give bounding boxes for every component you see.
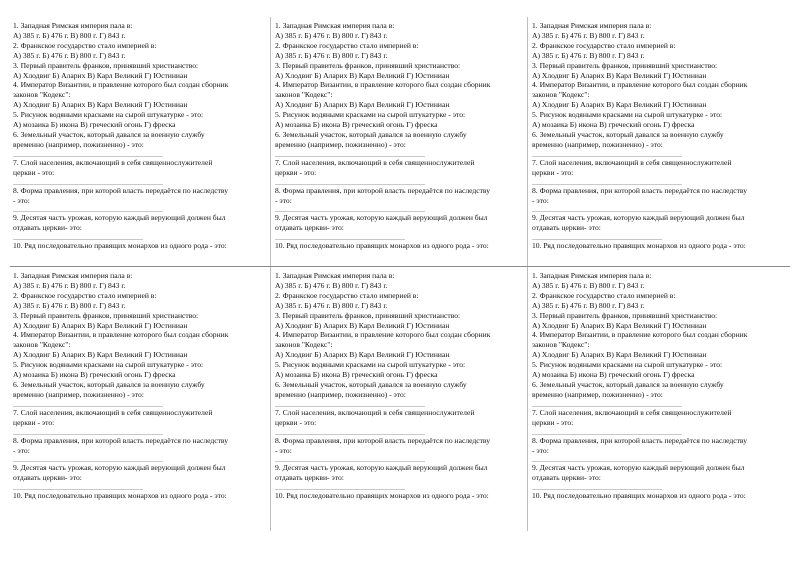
question-4-line-2: законов "Кодекс": [532, 340, 590, 350]
question-5: 5. Рисунок водяными красками на сырой штукатурке - это: [532, 360, 723, 370]
question-5: 5. Рисунок водяными красками на сырой штукатурке - это: [275, 360, 466, 370]
question-4-line-2: законов "Кодекс": [13, 90, 71, 100]
question-4-line-1: 4. Император Византии, в правление которого был создан сборник [13, 80, 229, 90]
question-10: 10. Ряд последовательно правящих монархов из одного рода - это: [275, 491, 489, 501]
question-6-line-1: 6. Земельный участок, который давался за военную службу [13, 129, 205, 139]
question-5: 5. Рисунок водяными красками на сырой штукатурке - это: [13, 360, 204, 370]
question-9-line-1: 9. Десятая часть урожая, которую каждый верующий должен был [13, 213, 226, 223]
question-5: 5. Рисунок водяными красками на сырой штукатурке - это: [13, 110, 204, 120]
question-1: 1. Западная Римская империя пала в: [532, 271, 652, 280]
question-4-options: А) Хлодвиг Б) Аларих В) Карл Великий Г) Юстиниан [275, 100, 450, 110]
question-1: 1. Западная Римская империя пала в: [275, 21, 395, 30]
question-7-line-1: 7. Слой населения, включающий в себя священнослужителей [532, 407, 732, 417]
question-3: 3. Первый правитель франков, принявший христианство: [275, 310, 461, 320]
question-10: 10. Ряд последовательно правящих монархов из одного рода - это: [275, 241, 489, 251]
question-5-options: А) мозаика Б) икона В) греческий огонь Г) фреска [532, 370, 695, 380]
answer-line-7[interactable] [532, 428, 682, 435]
question-4-options: А) Хлодвиг Б) Аларих В) Карл Великий Г) Юстиниан [532, 350, 707, 360]
answer-line-7[interactable] [275, 178, 425, 185]
question-9-line-2: отдавать церкви- это: [275, 473, 344, 483]
answer-line-6[interactable] [13, 150, 163, 157]
question-9-line-2: отдавать церкви- это: [532, 473, 601, 483]
question-8-line-1: 8. Форма правления, при которой власть передаётся по наследству [532, 185, 748, 195]
question-7-line-1: 7. Слой населения, включающий в себя священнослужителей [275, 407, 475, 417]
question-5-options: А) мозаика Б) икона В) греческий огонь Г) фреска [13, 370, 176, 380]
answer-line-6[interactable] [13, 400, 163, 407]
question-5: 5. Рисунок водяными красками на сырой штукатурке - это: [275, 110, 466, 120]
question-2-options: А) 385 г. Б) 476 г. В) 800 г. Г) 843 г. [275, 300, 388, 310]
question-2: 2. Франкское государство стало империей в: [13, 40, 157, 50]
question-1: 1. Западная Римская империя пала в: [275, 271, 395, 280]
question-7-line-2: церкви - это: [275, 167, 317, 177]
quiz-card-bottom-left [13, 271, 261, 501]
answer-line-9[interactable] [532, 233, 662, 240]
question-6-line-1: 6. Земельный участок, который давался за военную службу [532, 129, 724, 139]
question-9-line-1: 9. Десятая часть урожая, которую каждый верующий должен был [275, 213, 488, 223]
answer-line-8[interactable] [532, 205, 682, 212]
question-6-line-2: временно (например, пожизненно) - это: [275, 139, 406, 149]
question-6-line-1: 6. Земельный участок, который давался за военную службу [13, 379, 205, 389]
question-7-line-2: церкви - это: [13, 167, 55, 177]
question-7-line-1: 7. Слой населения, включающий в себя священнослужителей [275, 157, 475, 167]
question-1: 1. Западная Римская империя пала в: [13, 21, 133, 30]
question-4-line-2: законов "Кодекс": [275, 90, 333, 100]
question-8-line-2: - это: [13, 195, 30, 205]
question-9-line-2: отдавать церкви- это: [13, 473, 82, 483]
question-9-line-2: отдавать церкви- это: [275, 223, 344, 233]
question-2: 2. Франкское государство стало империей в: [532, 40, 676, 50]
question-2: 2. Франкское государство стало империей в: [532, 290, 676, 300]
question-3-options: А) Хлодвиг Б) Аларих В) Карл Великий Г) Юстиниан [532, 320, 707, 330]
question-5: 5. Рисунок водяными красками на сырой штукатурке - это: [532, 110, 723, 120]
question-5-options: А) мозаика Б) икона В) греческий огонь Г) фреска [13, 120, 176, 130]
question-1-options: А) 385 г. Б) 476 г. В) 800 г. Г) 843 г. [532, 30, 645, 40]
question-4-line-1: 4. Император Византии, в правление которого был создан сборник [532, 330, 748, 340]
quiz-card-top-left [13, 21, 261, 251]
question-6-line-1: 6. Земельный участок, который давался за военную службу [275, 379, 467, 389]
quiz-card-bottom-middle [275, 271, 523, 501]
question-4-line-1: 4. Император Византии, в правление которого был создан сборник [13, 330, 229, 340]
question-4-line-2: законов "Кодекс": [275, 340, 333, 350]
answer-line-6[interactable] [275, 150, 425, 157]
answer-line-9[interactable] [13, 233, 143, 240]
question-6-line-2: временно (например, пожизненно) - это: [532, 389, 663, 399]
answer-line-8[interactable] [275, 455, 425, 462]
question-8-line-1: 8. Форма правления, при которой власть передаётся по наследству [275, 185, 491, 195]
question-8-line-2: - это: [275, 445, 292, 455]
question-6-line-2: временно (например, пожизненно) - это: [13, 139, 144, 149]
question-3-options: А) Хлодвиг Б) Аларих В) Карл Великий Г) Юстиниан [275, 70, 450, 80]
question-4-line-1: 4. Император Византии, в правление которого был создан сборник [275, 80, 491, 90]
answer-line-8[interactable] [13, 455, 163, 462]
question-7-line-2: церкви - это: [275, 417, 317, 427]
question-3: 3. Первый правитель франков, принявший христианство: [13, 60, 199, 70]
question-6-line-2: временно (например, пожизненно) - это: [275, 389, 406, 399]
column-divider-1 [270, 17, 271, 531]
question-9-line-1: 9. Десятая часть урожая, которую каждый верующий должен был [13, 463, 226, 473]
question-8-line-1: 8. Форма правления, при которой власть передаётся по наследству [13, 435, 229, 445]
question-2-options: А) 385 г. Б) 476 г. В) 800 г. Г) 843 г. [13, 50, 126, 60]
question-2: 2. Франкское государство стало империей в: [13, 290, 157, 300]
question-4-options: А) Хлодвиг Б) Аларих В) Карл Великий Г) Юстиниан [13, 350, 188, 360]
question-10: 10. Ряд последовательно правящих монархов из одного рода - это: [13, 491, 227, 501]
answer-line-7[interactable] [532, 178, 682, 185]
question-5-options: А) мозаика Б) икона В) греческий огонь Г) фреска [275, 120, 438, 130]
quiz-card-bottom-right [532, 271, 780, 501]
question-5-options: А) мозаика Б) икона В) греческий огонь Г) фреска [532, 120, 695, 130]
question-4-line-2: законов "Кодекс": [532, 90, 590, 100]
question-7-line-1: 7. Слой населения, включающий в себя священнослужителей [13, 407, 213, 417]
answer-line-9[interactable] [275, 483, 405, 490]
answer-line-6[interactable] [532, 150, 682, 157]
column-divider-2 [527, 17, 528, 531]
question-8-line-2: - это: [275, 195, 292, 205]
question-6-line-1: 6. Земельный участок, который давался за военную службу [532, 379, 724, 389]
answer-line-9[interactable] [13, 483, 143, 490]
answer-line-9[interactable] [275, 233, 405, 240]
question-3: 3. Первый правитель франков, принявший христианство: [275, 60, 461, 70]
question-3: 3. Первый правитель франков, принявший христианство: [532, 310, 718, 320]
question-2-options: А) 385 г. Б) 476 г. В) 800 г. Г) 843 г. [532, 50, 645, 60]
question-9-line-2: отдавать церкви- это: [532, 223, 601, 233]
question-7-line-2: церкви - это: [532, 167, 574, 177]
question-7-line-1: 7. Слой населения, включающий в себя священнослужителей [13, 157, 213, 167]
question-5-options: А) мозаика Б) икона В) греческий огонь Г) фреска [275, 370, 438, 380]
question-1-options: А) 385 г. Б) 476 г. В) 800 г. Г) 843 г. [275, 280, 388, 290]
question-3-options: А) Хлодвиг Б) Аларих В) Карл Великий Г) Юстиниан [532, 70, 707, 80]
question-9-line-1: 9. Десятая часть урожая, которую каждый верующий должен был [275, 463, 488, 473]
question-8-line-1: 8. Форма правления, при которой власть передаётся по наследству [532, 435, 748, 445]
question-1: 1. Западная Римская империя пала в: [532, 21, 652, 30]
question-4-line-1: 4. Император Византии, в правление которого был создан сборник [532, 80, 748, 90]
answer-line-9[interactable] [532, 483, 662, 490]
question-8-line-2: - это: [13, 445, 30, 455]
question-4-options: А) Хлодвиг Б) Аларих В) Карл Великий Г) Юстиниан [275, 350, 450, 360]
question-2-options: А) 385 г. Б) 476 г. В) 800 г. Г) 843 г. [532, 300, 645, 310]
question-1-options: А) 385 г. Б) 476 г. В) 800 г. Г) 843 г. [275, 30, 388, 40]
question-8-line-2: - это: [532, 195, 549, 205]
question-4-line-1: 4. Император Византии, в правление которого был создан сборник [275, 330, 491, 340]
question-6-line-2: временно (например, пожизненно) - это: [532, 139, 663, 149]
answer-line-6[interactable] [275, 400, 425, 407]
question-4-line-2: законов "Кодекс": [13, 340, 71, 350]
question-3: 3. Первый правитель франков, принявший христианство: [532, 60, 718, 70]
question-3-options: А) Хлодвиг Б) Аларих В) Карл Великий Г) Юстиниан [13, 320, 188, 330]
question-6-line-1: 6. Земельный участок, который давался за военную службу [275, 129, 467, 139]
answer-line-8[interactable] [13, 205, 163, 212]
question-10: 10. Ряд последовательно правящих монархов из одного рода - это: [13, 241, 227, 251]
row-divider [10, 266, 790, 267]
question-7-line-2: церкви - это: [532, 417, 574, 427]
question-8-line-2: - это: [532, 445, 549, 455]
question-3-options: А) Хлодвиг Б) Аларих В) Карл Великий Г) Юстиниан [13, 70, 188, 80]
question-2: 2. Франкское государство стало империей в: [275, 40, 419, 50]
answer-line-7[interactable] [13, 428, 163, 435]
quiz-card-top-right [532, 21, 780, 251]
question-1: 1. Западная Римская империя пала в: [13, 271, 133, 280]
answer-line-7[interactable] [13, 178, 163, 185]
question-1-options: А) 385 г. Б) 476 г. В) 800 г. Г) 843 г. [532, 280, 645, 290]
question-9-line-1: 9. Десятая часть урожая, которую каждый верующий должен был [532, 213, 745, 223]
question-3: 3. Первый правитель франков, принявший христианство: [13, 310, 199, 320]
question-9-line-2: отдавать церкви- это: [13, 223, 82, 233]
question-8-line-1: 8. Форма правления, при которой власть передаётся по наследству [275, 435, 491, 445]
answer-line-7[interactable] [275, 428, 425, 435]
answer-line-8[interactable] [275, 205, 425, 212]
question-2-options: А) 385 г. Б) 476 г. В) 800 г. Г) 843 г. [13, 300, 126, 310]
answer-line-8[interactable] [532, 455, 682, 462]
question-7-line-1: 7. Слой населения, включающий в себя священнослужителей [532, 157, 732, 167]
question-6-line-2: временно (например, пожизненно) - это: [13, 389, 144, 399]
question-10: 10. Ряд последовательно правящих монархов из одного рода - это: [532, 241, 746, 251]
question-2: 2. Франкское государство стало империей в: [275, 290, 419, 300]
question-3-options: А) Хлодвиг Б) Аларих В) Карл Великий Г) Юстиниан [275, 320, 450, 330]
question-10: 10. Ряд последовательно правящих монархов из одного рода - это: [532, 491, 746, 501]
question-7-line-2: церкви - это: [13, 417, 55, 427]
question-1-options: А) 385 г. Б) 476 г. В) 800 г. Г) 843 г. [13, 280, 126, 290]
question-1-options: А) 385 г. Б) 476 г. В) 800 г. Г) 843 г. [13, 30, 126, 40]
question-4-options: А) Хлодвиг Б) Аларих В) Карл Великий Г) Юстиниан [532, 100, 707, 110]
question-2-options: А) 385 г. Б) 476 г. В) 800 г. Г) 843 г. [275, 50, 388, 60]
question-9-line-1: 9. Десятая часть урожая, которую каждый верующий должен был [532, 463, 745, 473]
answer-line-6[interactable] [532, 400, 682, 407]
question-4-options: А) Хлодвиг Б) Аларих В) Карл Великий Г) Юстиниан [13, 100, 188, 110]
question-8-line-1: 8. Форма правления, при которой власть передаётся по наследству [13, 185, 229, 195]
quiz-card-top-middle [275, 21, 523, 251]
